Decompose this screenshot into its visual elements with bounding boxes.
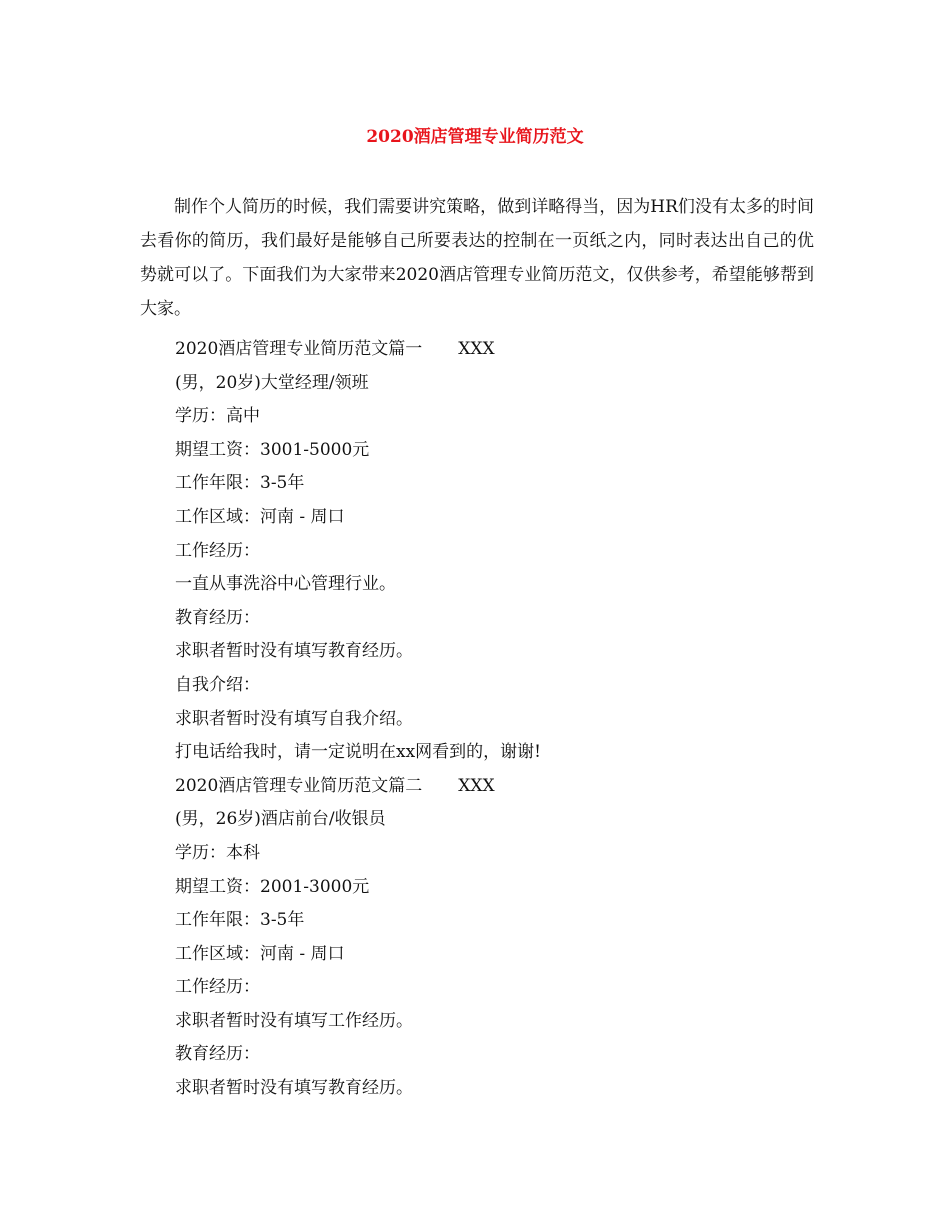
resume2-heading: 2020酒店管理专业简历范文篇二 xyxy=(175,775,423,796)
resume1-edu-label: 教育经历： xyxy=(175,607,260,628)
resume2-years: 工作年限：3-5年 xyxy=(175,910,305,931)
resume2-edu-text: 求职者暂时没有填写教育经历。 xyxy=(175,1078,413,1099)
resume2-edu-label: 教育经历： xyxy=(175,1044,260,1065)
resume1-region: 工作区域：河南 - 周口 xyxy=(175,506,345,527)
resume1-self-text: 求职者暂时没有填写自我介绍。 xyxy=(175,708,413,729)
resume1-name: XXX xyxy=(458,339,495,359)
resume1-salary: 期望工资：3001-5000元 xyxy=(175,439,370,460)
resume1-edu-text: 求职者暂时没有填写教育经历。 xyxy=(175,641,413,662)
document-title: 2020酒店管理专业简历范文 xyxy=(366,127,584,147)
resume2-heading-line xyxy=(175,770,815,804)
resume1-gender-age-position: (男，20岁)大堂经理/领班 xyxy=(175,372,369,393)
resume2-education: 学历：本科 xyxy=(175,842,260,863)
resume1-work-label: 工作经历： xyxy=(175,540,260,561)
resume1-contact: 打电话给我时，请一定说明在xx网看到的，谢谢! xyxy=(175,742,542,763)
resume1-education: 学历：高中 xyxy=(175,406,260,427)
resume1-heading: 2020酒店管理专业简历范文篇一 xyxy=(175,339,423,359)
resume2-region: 工作区域：河南 - 周口 xyxy=(175,943,345,964)
resume1-self-label: 自我介绍： xyxy=(175,674,260,695)
resume2-gender-age-position: (男，26岁)酒店前台/收银员 xyxy=(175,809,386,830)
resume-lines xyxy=(175,333,815,1106)
resume2-salary: 期望工资：2001-3000元 xyxy=(175,876,370,897)
resume1-heading-line xyxy=(175,333,815,367)
resume2-work-text: 求职者暂时没有填写工作经历。 xyxy=(175,1010,413,1031)
resume2-work-label: 工作经历： xyxy=(175,977,260,998)
intro-paragraph: 制作个人简历的时候，我们需要讲究策略，做到详略得当，因为HR们没有太多的时间去看你的简历，我们最好是能够自己所要表达的控制在一页纸之内，同时表达出自己的优势就可以了。下面我们为大家带来2020酒店管理专业简历范文，仅供参考，希望能够帮到大家。 xyxy=(140,197,814,319)
resume2-name: XXX xyxy=(458,775,495,796)
resume1-years: 工作年限：3-5年 xyxy=(175,473,305,494)
resume1-work-text: 一直从事洗浴中心管理行业。 xyxy=(175,574,396,595)
